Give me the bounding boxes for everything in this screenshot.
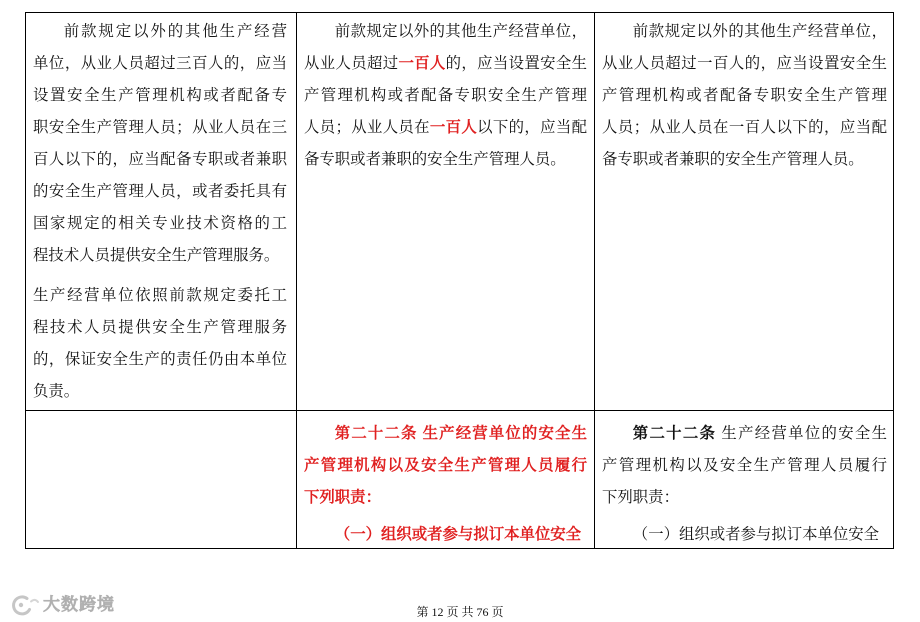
text-line <box>602 112 887 144</box>
text-run: 前款规定以外的其他生产经营单位， <box>632 23 887 40</box>
text-run: 产管理机构或者配备专职安全生产管理 <box>304 87 587 104</box>
text-line <box>33 240 287 272</box>
text-line <box>33 48 287 80</box>
text-line <box>304 519 587 549</box>
text-run: 的，应当设置安全生 <box>445 55 587 72</box>
text-line <box>602 482 887 514</box>
text-run: 百人以下的，应当配备专职或者兼职 <box>33 151 287 168</box>
text-run: 人员；从业人员在一百人以下的，应当配 <box>602 119 887 136</box>
text-run: 下列职责： <box>304 489 381 506</box>
text-line <box>602 16 887 48</box>
cell-row1-col2 <box>297 13 595 411</box>
text-line <box>304 482 587 514</box>
text-run: 产管理机构以及安全生产管理人员履行 <box>602 457 887 474</box>
text-run: 程技术人员提供安全生产管理服务 <box>33 319 287 336</box>
text-line <box>304 144 587 176</box>
cell-row2-col1-empty <box>26 411 297 549</box>
text-run: 的，保证安全生产的责任仍由本单位 <box>33 351 287 368</box>
paragraph <box>602 519 887 549</box>
text-run: 职安全生产管理人员；从业人员在三 <box>33 119 287 136</box>
text-line <box>602 48 887 80</box>
text-line <box>304 450 587 482</box>
text-run: 下列职责： <box>602 489 679 506</box>
page-number: 第 12 页 共 76 页 <box>416 605 504 619</box>
text-run: 国家规定的相关专业技术资格的工 <box>33 215 287 232</box>
text-run: 人员；从业人员在 <box>304 119 430 136</box>
text-run: 第二十二条 <box>632 425 717 442</box>
text-line <box>304 418 587 450</box>
text-run: 第二十二条 生产经营单位的安全生 <box>334 425 587 442</box>
watermark-text: 大数跨境 <box>43 595 115 615</box>
text-line <box>33 280 287 312</box>
cell-row1-col3 <box>595 13 894 411</box>
highlighted-text: 一百人 <box>429 119 478 136</box>
text-run: 产管理机构以及安全生产管理人员履行 <box>304 457 587 474</box>
text-line <box>304 48 587 80</box>
text-run: 生产经营单位的安全生 <box>716 425 887 442</box>
cell-row2-col3 <box>595 411 894 549</box>
text-run: 生产经营单位依照前款规定委托工 <box>33 287 287 304</box>
text-line <box>33 376 287 408</box>
text-run: 从业人员超过 <box>304 55 399 72</box>
text-line <box>304 80 587 112</box>
paragraph <box>33 280 287 408</box>
text-line <box>33 80 287 112</box>
highlighted-text: 一百人 <box>398 55 446 72</box>
paragraph <box>304 418 587 514</box>
text-line <box>33 144 287 176</box>
text-line <box>602 519 887 549</box>
text-line <box>33 176 287 208</box>
text-run: 的安全生产管理人员，或者委托具有 <box>33 183 287 200</box>
text-line <box>33 112 287 144</box>
paragraph <box>304 16 587 176</box>
text-line <box>33 312 287 344</box>
comparison-table <box>25 12 894 549</box>
text-line <box>602 418 887 450</box>
cell-row1-col1 <box>26 13 297 411</box>
text-run: 从业人员超过一百人的，应当设置安全生 <box>602 55 887 72</box>
text-line <box>304 112 587 144</box>
text-run: 前款规定以外的其他生产经营 <box>63 23 287 40</box>
text-run: 程技术人员提供安全生产管理服务。 <box>33 247 280 264</box>
text-run: 产管理机构或者配备专职安全生产管理 <box>602 87 887 104</box>
text-run: （一）组织或者参与拟订本单位安全 <box>334 526 582 543</box>
text-run: （一）组织或者参与拟订本单位安全 <box>632 526 880 543</box>
text-line <box>304 16 587 48</box>
cell-row2-col2 <box>297 411 595 549</box>
text-line <box>602 450 887 482</box>
paragraph <box>602 418 887 514</box>
paragraph <box>304 519 587 549</box>
text-run: 设置安全生产管理机构或者配备专 <box>33 87 287 104</box>
text-run: 备专职或者兼职的安全生产管理人员。 <box>602 151 864 168</box>
text-line <box>602 80 887 112</box>
text-line <box>33 344 287 376</box>
text-line <box>602 144 887 176</box>
text-run: 负责。 <box>33 383 80 400</box>
paragraph <box>33 16 287 272</box>
text-run: 前款规定以外的其他生产经营单位， <box>334 23 587 40</box>
text-line <box>33 16 287 48</box>
text-run: 以下的，应当配 <box>477 119 587 136</box>
text-run: 备专职或者兼职的安全生产管理人员。 <box>304 151 566 168</box>
text-run: 单位，从业人员超过三百人的，应当 <box>33 55 287 72</box>
paragraph <box>602 16 887 176</box>
text-line <box>33 208 287 240</box>
